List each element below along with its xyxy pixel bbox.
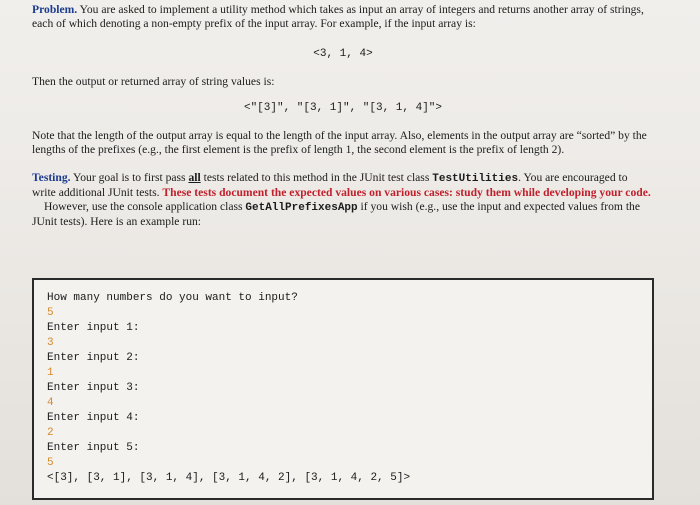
however-text-2: if you wish (e.g., use the input and expected values from the JUnit tests). Here is an example run: (32, 200, 640, 228)
however-paragraph (32, 200, 654, 229)
testing-heading: Testing. (32, 171, 71, 184)
test-class-name: TestUtilities (432, 173, 519, 185)
testing-text-2: tests related to this method in the JUnit test class (203, 171, 430, 184)
console-input-line: 5 (47, 457, 54, 469)
testing-red-note: These tests document the expected values on various cases: study them while developing your code. (162, 186, 651, 199)
problem-text: You are asked to implement a utility method which takes as input an array of integers and returns another array of strings, each of which denoting a non-empty prefix of the input array. For example, if the input array is: (32, 3, 644, 30)
output-array-example: <"[3]", "[3, 1]", "[3, 1, 4]"> (243, 102, 443, 114)
testing-all-emphasis: all (188, 171, 201, 184)
console-input-line: 1 (47, 367, 54, 379)
console-input-line: 5 (47, 307, 54, 319)
testing-paragraph (32, 171, 654, 200)
problem-heading: Problem. (32, 3, 78, 16)
app-class-name: GetAllPrefixesApp (245, 202, 358, 214)
console-prompt-line: Enter input 3: (47, 382, 140, 394)
console-input-line: 3 (47, 337, 54, 349)
testing-text-1: Your goal is to first pass (73, 171, 186, 184)
problem-paragraph (32, 3, 654, 31)
console-input-line: 2 (47, 427, 54, 439)
then-text: Then the output or returned array of string values is: (32, 75, 275, 88)
however-text-1: However, use the console application class (44, 200, 243, 213)
console-prompt-line: Enter input 1: (47, 322, 140, 334)
console-output-line: <[3], [3, 1], [3, 1, 4], [3, 1, 4, 2], [3, 1, 4, 2, 5]> (47, 472, 411, 484)
console-prompt-line: Enter input 5: (47, 442, 140, 454)
console-prompt-line: Enter input 2: (47, 352, 140, 364)
console-prompt-line: Enter input 4: (47, 412, 140, 424)
console-input-line: 4 (47, 397, 54, 409)
console-prompt-line: How many numbers do you want to input? (47, 292, 298, 304)
testing-text-3: . You are encouraged to write additional JUnit tests. (32, 171, 628, 199)
console-example-run (32, 278, 654, 500)
note-paragraph: Note that the length of the output array is equal to the length of the input array. Also, elements in the output array are “sorted” by the lengths of the prefixes (e.g., the first element is the prefix of length 1, the second element is the prefix of length 2). (32, 129, 647, 156)
input-array-example: <3, 1, 4> (313, 48, 373, 60)
